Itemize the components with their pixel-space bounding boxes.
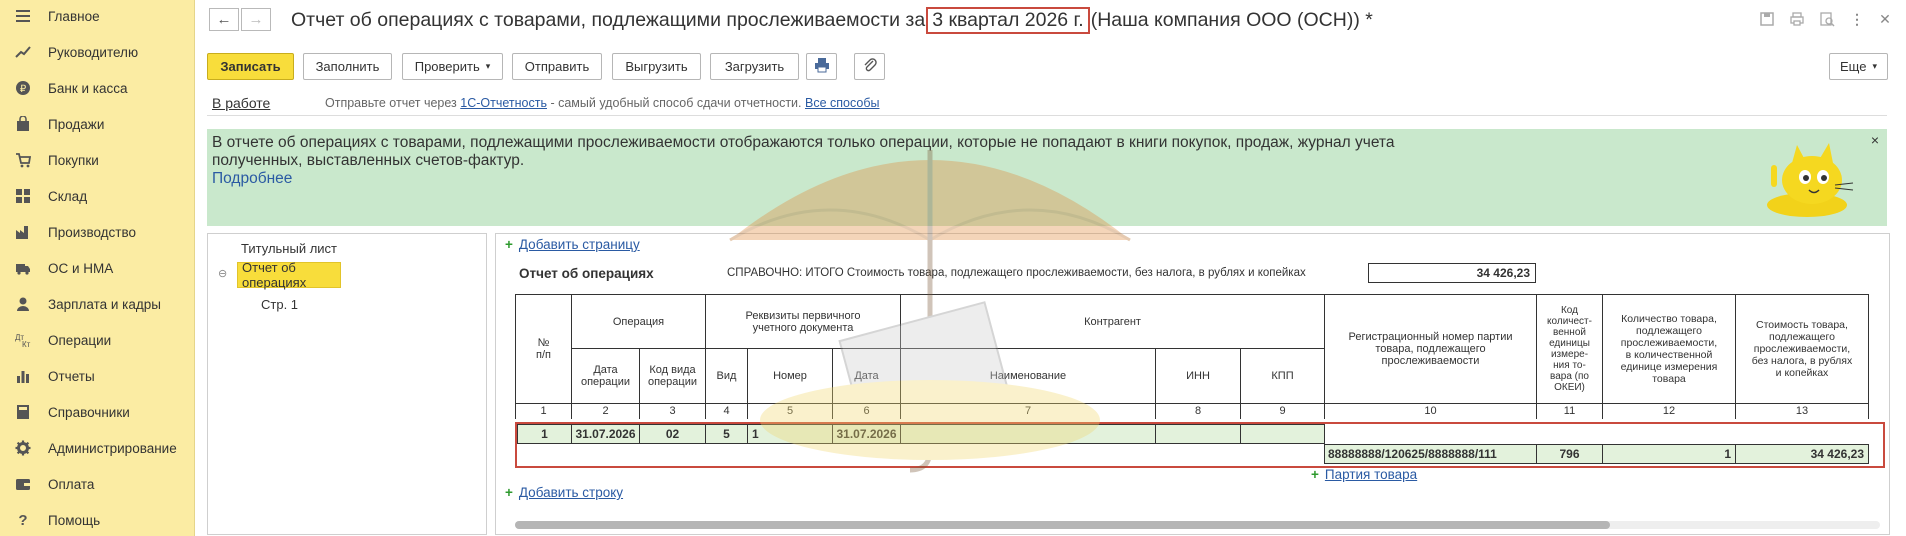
col-header-primary-doc: Реквизиты первичного учетного документа xyxy=(705,294,901,349)
cell-unit-code[interactable]: 796 xyxy=(1536,444,1603,464)
sidebar-item-payment[interactable] xyxy=(0,469,194,499)
report-sections-tree xyxy=(207,233,487,535)
sidebar-item-label: Зарплата и кадры xyxy=(48,296,161,312)
all-methods-link[interactable]: Все способы xyxy=(805,96,880,110)
col-header-reg-number: Регистрационный номер партии товара, подлежащего прослеживаемости xyxy=(1324,294,1537,404)
col-header-doc-date: Дата xyxy=(832,348,901,404)
cat-mascot-icon xyxy=(1757,135,1857,223)
add-page-label: Добавить страницу xyxy=(518,237,640,252)
sidebar-item-main[interactable] xyxy=(0,1,194,31)
col-number: 3 xyxy=(639,403,706,419)
forward-button[interactable] xyxy=(241,8,271,31)
close-icon[interactable]: ✕ xyxy=(1879,11,1891,27)
dropdown-arrow-icon: ▾ xyxy=(485,61,491,71)
col-header-operation: Операция xyxy=(571,294,706,349)
col-number: 9 xyxy=(1240,403,1325,419)
title-period: 3 квартал 2026 г. xyxy=(926,7,1090,34)
grid-icon xyxy=(14,187,32,205)
truck-icon xyxy=(14,259,32,277)
report-panel xyxy=(495,233,1890,535)
cell-doc-type[interactable]: 5 xyxy=(705,424,748,444)
send-button[interactable]: Отправить xyxy=(512,53,602,80)
sidebar-item-operations[interactable] xyxy=(0,325,194,355)
sidebar-item-admin[interactable] xyxy=(0,433,194,463)
cart-icon xyxy=(14,151,32,169)
sidebar-item-label: Оплата xyxy=(48,476,95,492)
col-header-cp-inn: ИНН xyxy=(1155,348,1241,404)
cell-reg-number[interactable]: 88888888/120625/8888888/111 xyxy=(1324,444,1537,464)
question-icon: ? xyxy=(18,511,28,529)
1c-reporting-link[interactable]: 1С-Отчетность xyxy=(460,96,547,110)
total-label: СПРАВОЧНО: ИТОГО Стоимость товара, подлежащего прослеживаемости, без налога, в рублях и копейках xyxy=(727,267,1306,279)
more-details-link[interactable]: Подробнее xyxy=(212,170,293,187)
upload-button[interactable]: Выгрузить xyxy=(612,53,701,80)
hint-text-middle: - самый удобный способ сдачи отчетности. xyxy=(546,96,802,110)
col-number: 13 xyxy=(1735,403,1869,419)
sidebar-item-warehouse[interactable] xyxy=(0,181,194,211)
collapse-icon[interactable]: ⊖ xyxy=(218,268,228,280)
save-disk-icon[interactable] xyxy=(1758,11,1776,29)
sidebar-item-directories[interactable] xyxy=(0,397,194,427)
sidebar xyxy=(0,0,195,536)
title-suffix: (Наша компания ООО (ОСН)) * xyxy=(1090,9,1373,31)
factory-icon xyxy=(14,223,32,241)
col-header-counterparty: Контрагент xyxy=(900,294,1325,349)
col-header-op-date: Дата операции xyxy=(571,348,640,404)
col-header-unit-code: Код количест- венной единицы измере- ния то- вара (по ОКЕИ) xyxy=(1536,294,1603,404)
sidebar-item-salary[interactable] xyxy=(0,289,194,319)
sidebar-item-label: Банк и касса xyxy=(48,80,128,96)
add-row-link[interactable] xyxy=(505,485,623,500)
add-page-link[interactable] xyxy=(505,237,640,252)
check-button-label: Проверить xyxy=(414,59,480,74)
plus-icon: + xyxy=(505,485,513,500)
sidebar-item-label: Администрирование xyxy=(48,440,177,456)
sidebar-item-label: Производство xyxy=(48,224,137,240)
arrow-left-icon: ← xyxy=(216,11,232,28)
trend-icon xyxy=(14,43,32,61)
sidebar-item-label: Продажи xyxy=(48,116,105,132)
total-value: 34 426,23 xyxy=(1368,263,1536,283)
plus-icon: + xyxy=(505,237,513,252)
svg-text:Дт: Дт xyxy=(15,333,25,342)
cell-cp-inn[interactable] xyxy=(1155,424,1241,444)
add-batch-link[interactable] xyxy=(1311,467,1417,482)
cell-cp-name[interactable] xyxy=(900,424,1156,444)
download-button[interactable]: Загрузить xyxy=(710,53,799,80)
cell-quantity[interactable]: 1 xyxy=(1602,444,1736,464)
sidebar-item-assets[interactable] xyxy=(0,253,194,283)
title-prefix: Отчет об операциях с товарами, подлежащими прослеживаемости за xyxy=(291,9,926,31)
tree-item-operations[interactable]: Отчет об операциях xyxy=(237,262,341,288)
report-title: Отчет об операциях xyxy=(519,266,654,281)
sidebar-item-sales[interactable] xyxy=(0,109,194,139)
back-button[interactable] xyxy=(209,8,239,31)
cell-op-code[interactable]: 02 xyxy=(639,424,706,444)
batch-link-label: Партия товара xyxy=(1324,467,1418,482)
attach-button[interactable] xyxy=(854,53,885,80)
col-number: 10 xyxy=(1324,403,1537,419)
fill-button[interactable]: Заполнить xyxy=(303,53,392,80)
divider xyxy=(207,115,1887,116)
svg-text:Кт: Кт xyxy=(22,340,31,348)
page-title xyxy=(291,7,1373,34)
col-number: 1 xyxy=(515,403,572,419)
col-header-doc-number: Номер xyxy=(747,348,833,404)
print-button[interactable] xyxy=(806,53,837,80)
more-vertical-icon[interactable]: ⋮ xyxy=(1850,11,1864,27)
col-number: 11 xyxy=(1536,403,1603,419)
book-icon xyxy=(14,403,32,421)
sidebar-item-label: Отчеты xyxy=(48,368,95,384)
bag-icon xyxy=(14,115,32,133)
col-number: 8 xyxy=(1155,403,1241,419)
tree-item-title-page[interactable]: Титульный лист xyxy=(241,241,338,256)
dropdown-arrow-icon: ▾ xyxy=(1872,61,1877,71)
svg-text:₽: ₽ xyxy=(19,84,27,95)
add-row-label: Добавить строку xyxy=(518,485,624,500)
col-number: 5 xyxy=(747,403,833,419)
sidebar-item-label: Покупки xyxy=(48,152,99,168)
cell-cp-kpp[interactable] xyxy=(1240,424,1325,444)
sidebar-item-label: Склад xyxy=(48,188,88,204)
sidebar-item-label: ОС и НМА xyxy=(48,260,114,276)
col-number: 7 xyxy=(900,403,1156,419)
person-icon xyxy=(14,295,32,313)
col-number: 2 xyxy=(571,403,640,419)
sidebar-item-label: Помощь xyxy=(48,512,101,528)
sidebar-item-label: Справочники xyxy=(48,404,130,420)
preview-icon[interactable] xyxy=(1818,11,1836,29)
gear-icon xyxy=(14,439,32,457)
col-header-quantity: Количество товара, подлежащего прослеживаемости, в количественной единице измерения товара xyxy=(1602,294,1736,404)
info-banner xyxy=(207,129,1887,226)
sidebar-item-purchases[interactable] xyxy=(0,145,194,175)
col-number: 6 xyxy=(832,403,901,419)
col-header-op-code: Код вида операции xyxy=(639,348,706,404)
menu-icon xyxy=(14,7,32,25)
status-link[interactable]: В работе xyxy=(212,95,271,111)
hint-text: Отправьте отчет через xyxy=(325,96,457,110)
save-button[interactable]: Записать xyxy=(207,53,294,80)
col-header-num: № п/п xyxy=(515,294,572,404)
horizontal-scrollbar[interactable] xyxy=(515,521,1880,529)
sidebar-item-production[interactable] xyxy=(0,217,194,247)
cell-op-date[interactable]: 31.07.2026 xyxy=(571,424,640,444)
col-header-cost: Стоимость товара, подлежащего прослеживаемости, без налога, в рублях и копейках xyxy=(1735,294,1869,404)
sidebar-item-reports[interactable] xyxy=(0,361,194,391)
cell-num[interactable]: 1 xyxy=(517,424,572,444)
sidebar-item-help[interactable] xyxy=(0,505,194,535)
arrow-right-icon: → xyxy=(248,11,264,28)
col-number: 12 xyxy=(1602,403,1736,419)
plus-icon: + xyxy=(1311,467,1319,482)
cell-cost[interactable]: 34 426,23 xyxy=(1735,444,1869,464)
sidebar-item-label: Руководителю xyxy=(48,44,139,60)
coin-icon xyxy=(14,79,32,97)
dt-kt-icon xyxy=(14,331,32,349)
wallet-icon xyxy=(14,475,32,493)
send-hint xyxy=(325,96,879,110)
scrollbar-thumb[interactable] xyxy=(515,521,1610,529)
cell-doc-date[interactable]: 31.07.2026 xyxy=(832,424,901,444)
printer-icon xyxy=(814,57,830,76)
more-button-label: Еще xyxy=(1840,59,1867,74)
cell-doc-number[interactable]: 1 xyxy=(747,424,833,444)
header xyxy=(194,0,1906,44)
sidebar-item-bank[interactable] xyxy=(0,73,194,103)
tree-item-page-1[interactable]: Стр. 1 xyxy=(261,297,299,312)
check-button[interactable] xyxy=(402,53,503,80)
status-row xyxy=(207,90,1887,116)
paperclip-icon xyxy=(862,57,878,76)
banner-close-icon[interactable]: × xyxy=(1870,132,1879,148)
sidebar-item-label: Главное xyxy=(48,8,100,24)
col-header-cp-kpp: КПП xyxy=(1240,348,1325,404)
bar-chart-icon xyxy=(14,367,32,385)
more-button[interactable] xyxy=(1829,53,1888,80)
sidebar-item-label: Операции xyxy=(48,332,112,348)
col-header-doc-type: Вид xyxy=(705,348,748,404)
sidebar-item-manager[interactable] xyxy=(0,37,194,67)
col-number: 4 xyxy=(705,403,748,419)
banner-text: В отчете об операциях с товарами, подлежащими прослеживаемости отображаются только операции, которые не попадают в книги покупок, продаж, журнал учета полученных, выставленных счетов-фактур. xyxy=(212,134,1395,169)
print-icon[interactable] xyxy=(1788,11,1806,29)
col-header-cp-name: Наименование xyxy=(900,348,1156,404)
